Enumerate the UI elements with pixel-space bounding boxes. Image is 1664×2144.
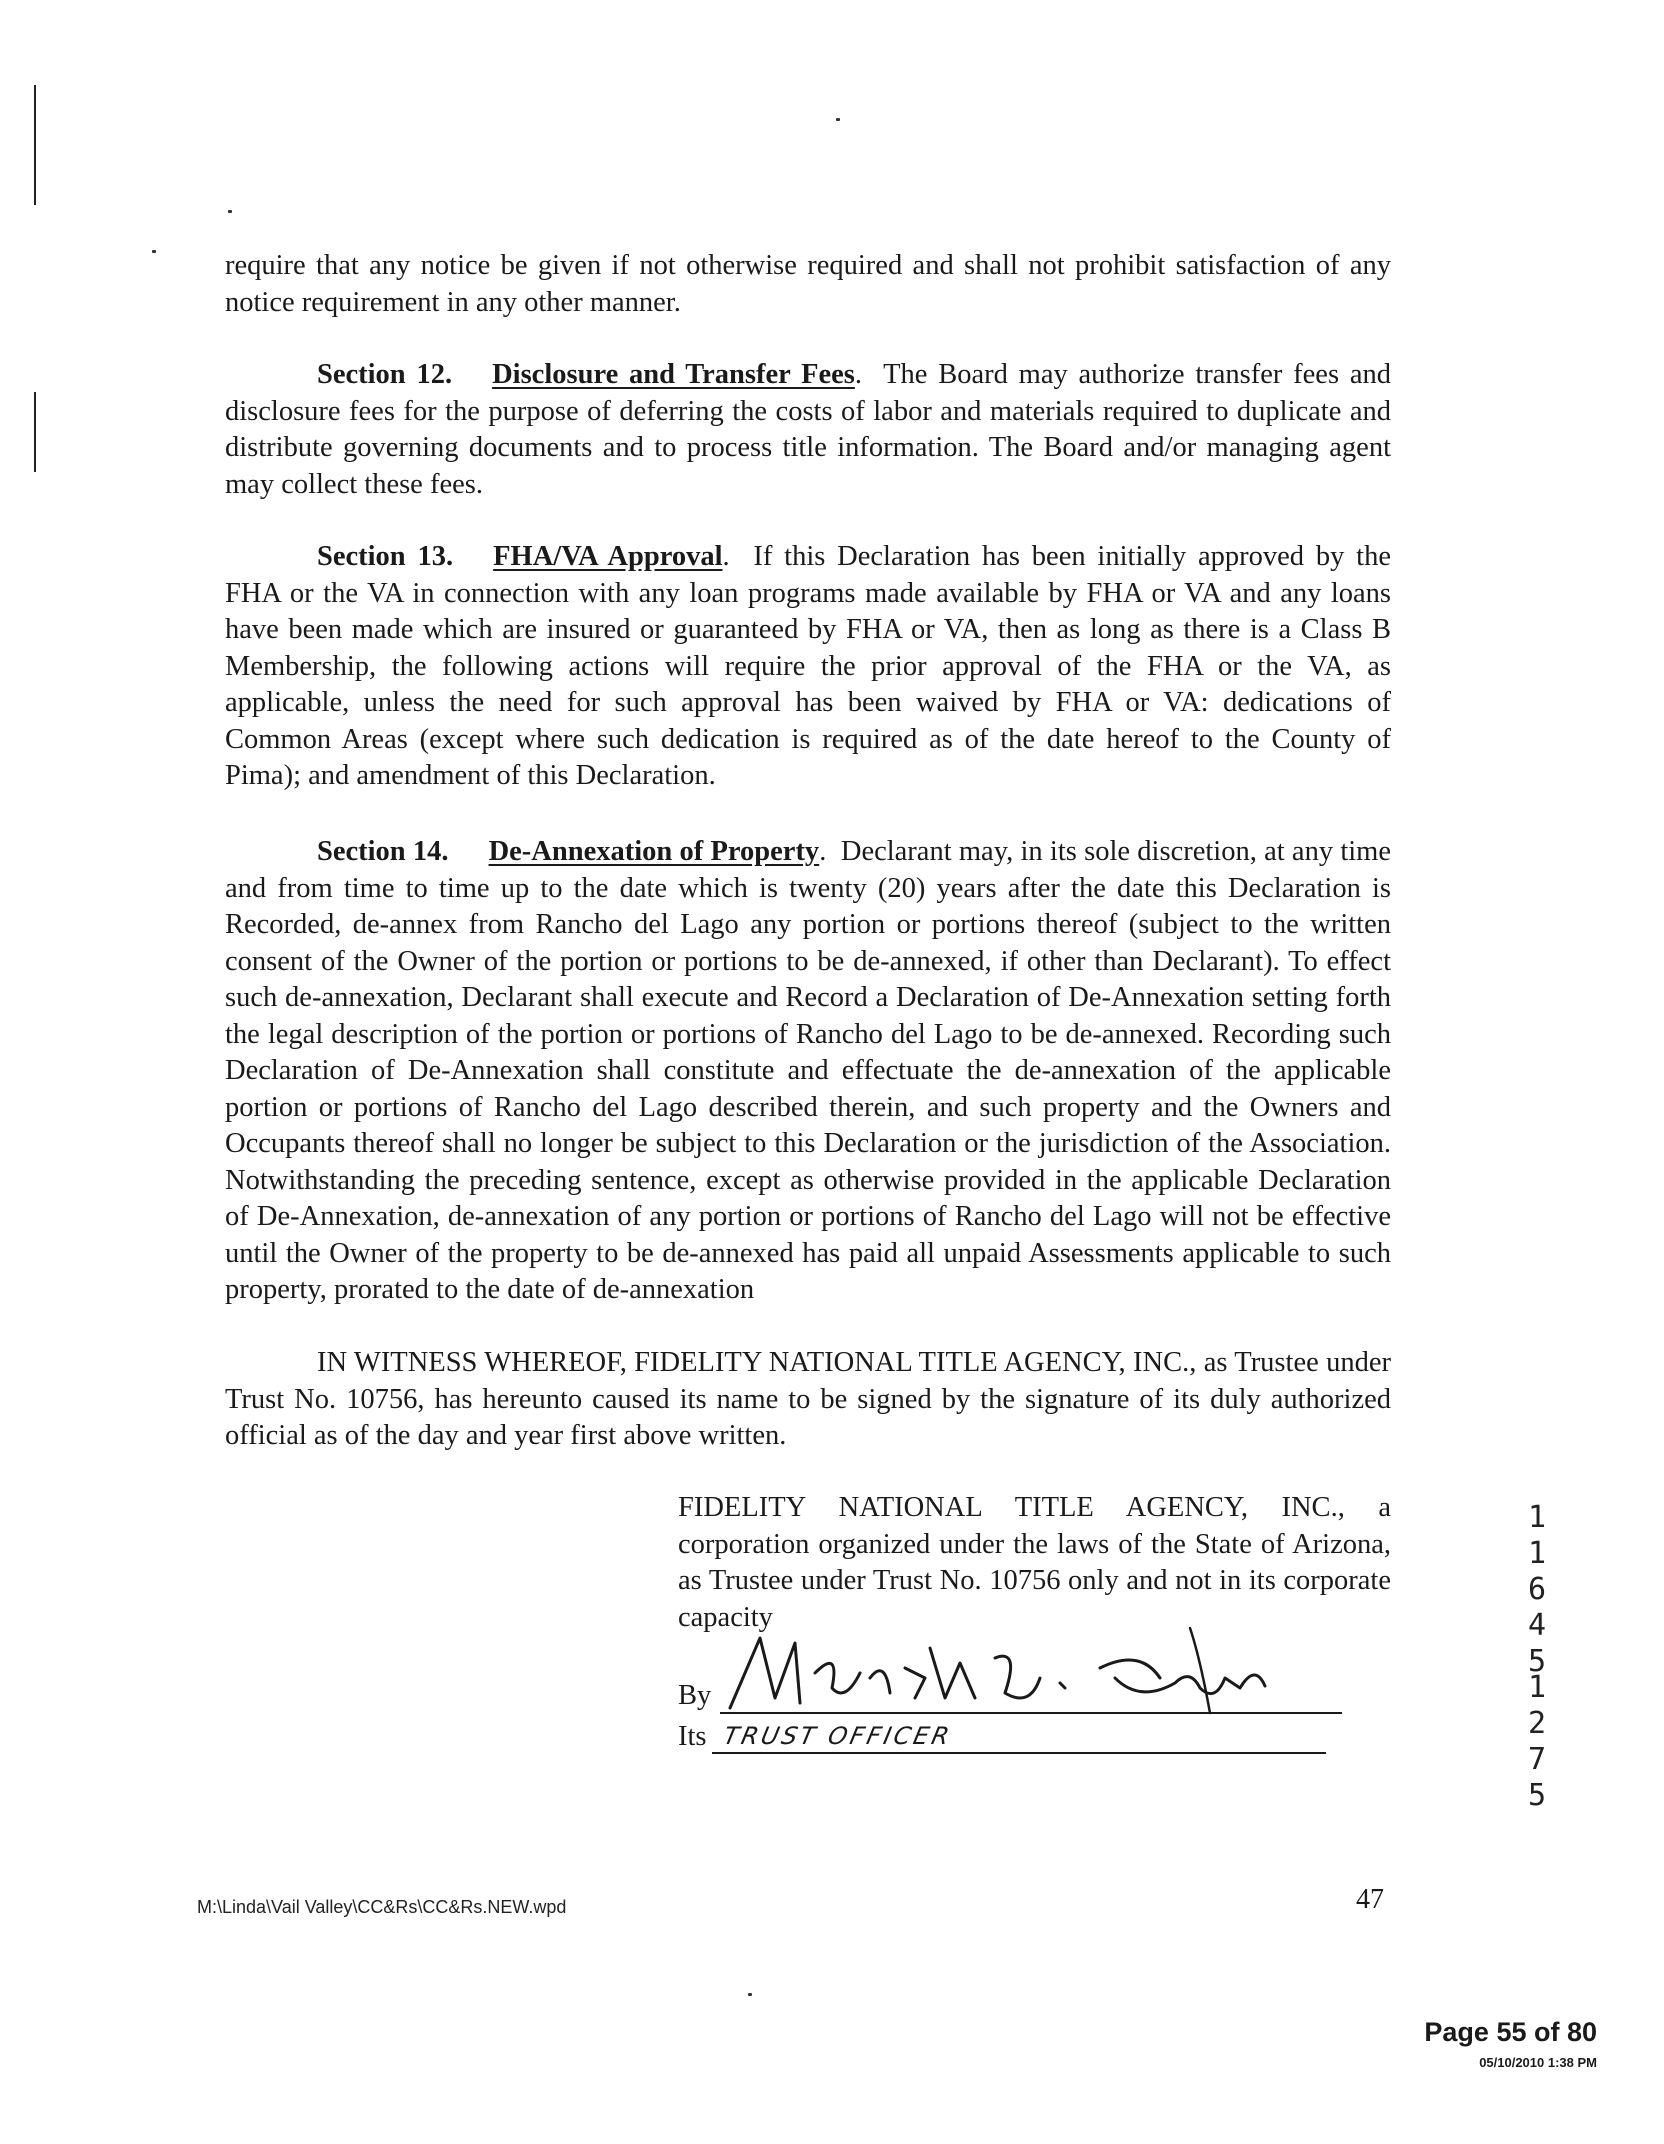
scan-speck	[228, 210, 232, 213]
section-body: The Board may authorize transfer fees and disclosure fees for the purpose of deferring the costs of labor and materials required to duplicate and distribute governing documents and to process title information. The Board and/or managing agent may collect these fees.	[225, 359, 1391, 500]
scan-speck	[152, 250, 156, 253]
section-13: Section 13. FHA/VA Approval. If this Declaration has been initially approved by the FHA or the VA in connection with any loan programs made available by FHA or VA and any loans have been made which are insured or guaranteed by FHA or VA, then as long as there is a Class B Membership, the following actions will require the prior approval of the FHA or the VA, as applicable, unless the need for such approval has been waived by FHA or VA: dedications of Common Areas (except where such dedication is required as of the date hereof to the County of Pima); and amendment of this Declaration.	[225, 541, 1391, 791]
page-count: Page 55 of 80	[1424, 2017, 1597, 2047]
handwritten-signature	[720, 1618, 1280, 1728]
scan-speck	[748, 1993, 752, 1996]
section-title: De-Annexation of Property	[488, 836, 820, 867]
margin-mark	[34, 85, 36, 205]
entity-text: FIDELITY NATIONAL TITLE AGENCY, INC., a corporation organized under the laws of the State of Arizona, as Trustee under Trust No. 10756 only and not in its corporate capacity	[678, 1492, 1391, 1633]
signature-entity	[678, 1490, 1391, 1636]
its-label: Its	[678, 1721, 707, 1752]
file-path: M:\Linda\Vail Valley\CC&Rs\CC&Rs.NEW.wpd	[197, 1897, 567, 1917]
section-12: Section 12. Disclosure and Transfer Fees. The Board may authorize transfer fees and disclosure fees for the purpose of deferring the costs of labor and materials required to duplicate and distribute governing documents and to process title information. The Board and/or managing agent may collect these fees.	[225, 359, 1391, 500]
section-title: FHA/VA Approval	[493, 541, 723, 572]
section-number: Section 14.	[317, 836, 449, 867]
witness-text: IN WITNESS WHEREOF, FIDELITY NATIONAL TITLE AGENCY, INC., as Trustee under Trust No. 10756, has hereunto caused its name to be signed by the signature of its duly authorized official as of the day and year first above written.	[225, 1347, 1391, 1451]
recording-number-stamp: 1 1 6 4 5	[1527, 1500, 1547, 1679]
title-line	[712, 1752, 1326, 1754]
continuation-paragraph	[225, 248, 1391, 321]
recording-page-stamp: 1 2 7 5	[1527, 1670, 1547, 1813]
scan-speck	[836, 118, 840, 121]
section-body: Declarant may, in its sole discretion, at any time and from time to time up to the date which is twenty (20) years after the date this Declaration is Recorded, de-annex from Rancho del Lago any portion or portions thereof (subject to the written consent of the Owner of the portion or portions to be de-annexed, if other than Declarant). To effect such de-annexation, Declarant shall execute and Record a Declaration of De-Annexation setting forth the legal description of the portion or portions of Rancho del Lago to be de-annexed. Recording such Declaration of De-Annexation shall constitute and effectuate the de-annexation of the applicable portion or portions of Rancho del Lago described therein, and such property and the Owners and Occupants thereof shall no longer be subject to this Declaration or the jurisdiction of the Association. Notwithstanding the preceding sentence, except as otherwise provided in the applicable Declaration of De-Annexation, de-annexation of any portion or portions of Rancho del Lago will not be effective until the Owner of the property to be de-annexed has paid all unpaid Assessments applicable to such property, prorated to the date of de-annexation	[225, 836, 1391, 1305]
print-timestamp: 05/10/2010 1:38 PM	[1479, 2055, 1597, 2070]
handwritten-title: TRUST OFFICER	[721, 1722, 955, 1750]
section-title: Disclosure and Transfer Fees	[492, 359, 855, 390]
section-number: Section 12.	[317, 359, 453, 390]
section-14: Section 14. De-Annexation of Property. Declarant may, in its sole discretion, at any time and from time to time up to the date which is twenty (20) years after the date this Declaration is Recorded, de-annex from Rancho del Lago any portion or portions thereof (subject to the written consent of the Owner of the portion or portions to be de-annexed, if other than Declarant). To effect such de-annexation, Declarant shall execute and Record a Declaration of De-Annexation setting forth the legal description of the portion or portions of Rancho del Lago to be de-annexed. Recording such Declaration of De-Annexation shall constitute and effectuate the de-annexation of the applicable portion or portions of Rancho del Lago described therein, and such property and the Owners and Occupants thereof shall no longer be subject to this Declaration or the jurisdiction of the Association. Notwithstanding the preceding sentence, except as otherwise provided in the applicable Declaration of De-Annexation, de-annexation of any portion or portions of Rancho del Lago will not be effective until the Owner of the property to be de-annexed has paid all unpaid Assessments applicable to such property, prorated to the date of de-annexation	[225, 836, 1391, 1305]
page-number: 47	[1356, 1884, 1384, 1915]
witness-clause	[225, 1345, 1391, 1455]
by-label: By	[678, 1680, 712, 1711]
margin-mark	[34, 392, 36, 472]
continuation-text: require that any notice be given if not otherwise required and shall not prohibit satisfaction of any notice requirement in any other manner.	[225, 250, 1391, 318]
section-number: Section 13.	[317, 541, 454, 572]
section-body: If this Declaration has been initially approved by the FHA or the VA in connection with any loan programs made available by FHA or VA and any loans have been made which are insured or guaranteed by FHA or VA, then as long as there is a Class B Membership, the following actions will require the prior approval of the FHA or the VA, as applicable, unless the need for such approval has been waived by FHA or VA: dedications of Common Areas (except where such dedication is required as of the date hereof to the County of Pima); and amendment of this Declaration.	[225, 541, 1391, 791]
